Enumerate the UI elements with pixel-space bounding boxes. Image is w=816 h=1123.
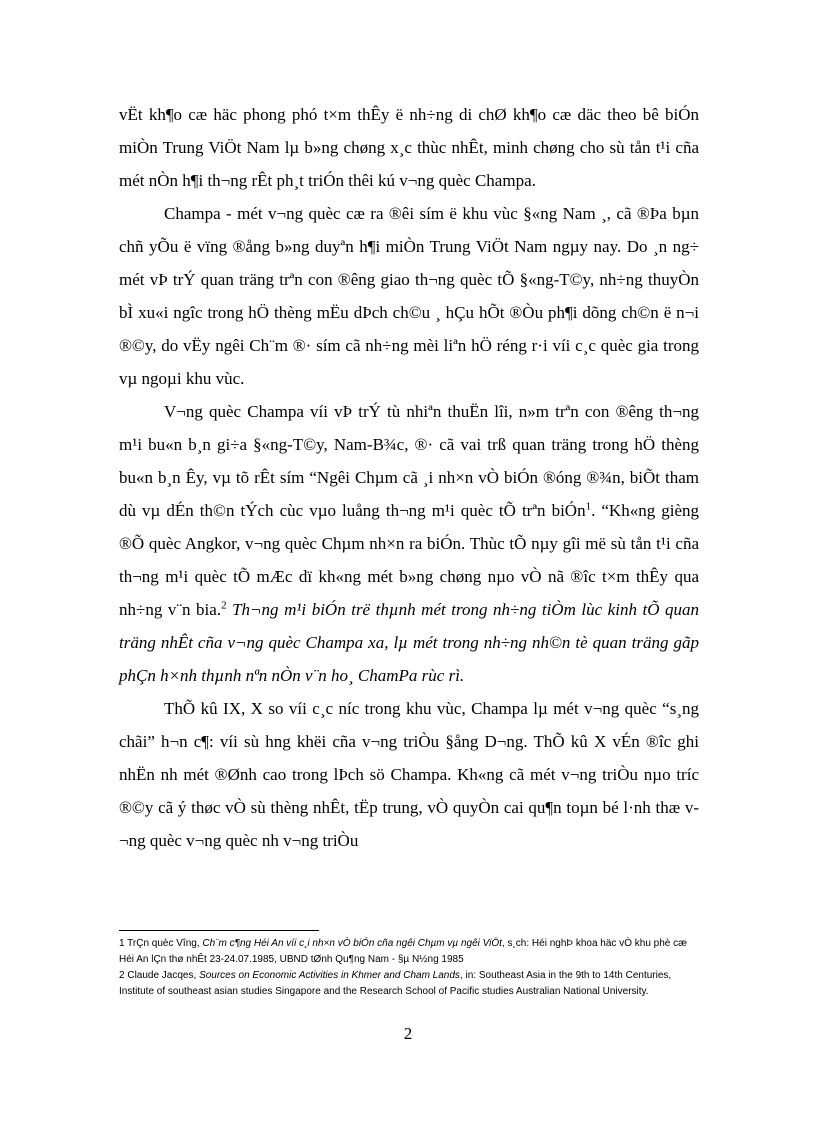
footnote-1-title: Ch¨m c¶ng Héi An víi c¸i nh×n vÒ biÓn cña ngêi Chµm vµ ngêi ViÖt [202, 938, 502, 949]
footnote-1-number: 1 [119, 938, 125, 949]
paragraph-3-text-b: . “Kh«ng gièng ®Õ quèc Angkor, v¬ng quèc Chµm nh×n ra biÓn. Thùc tÕ nµy gîi më sù tån t¹i cña th¬ng m¹i quèc tÕ mÆc dï kh«ng mét b»ng chøng nµo vÒ nã ®îc t×m thÊy qua nh÷ng v¨n bia. [119, 501, 700, 619]
paragraph-4-text: ThÕ kû IX, X so víi c¸c níc trong khu vùc, Champa lµ mét v¬ng quèc “s¸ng chãi” h¬n c¶: víi sù hng khëi cña v¬ng triÒu §ång D¬ng. ThÕ kû X vÉn ®îc ghi nhËn nh mét ®Ønh cao trong lÞch sö Champa. Kh«ng cã mét v¬ng triÒu nµo tríc ®©y cã ý thøc vÒ sù thèng nhÊt, tËp trung, vÒ quyÒn cai qu¶n toµn bé l·nh thæ v¬ng quèc v¬ng quèc nh v¬ng triÒu [119, 699, 699, 850]
paragraph-3-text-c: Th¬ng m¹i biÓn trë thµnh mét trong nh÷ng tiÒm lùc kinh tÕ quan träng nhÊt cña v¬ng quèc Champa xa, lµ mét trong nh÷ng nh©n tè quan träng gãp phÇn h×nh thµnh nªn nÒn v¨n ho¸ ChamPa rùc rì. [119, 600, 700, 685]
paragraph-1 [119, 98, 699, 197]
footnote-ref-1[interactable]: 1 [585, 500, 592, 513]
paragraph-3 [119, 395, 699, 692]
footnote-2-details: , in: Southeast Asia in the 9th to 14th Centuries, Institute of southeast asian studies Singapore and the Research School of Pacific studies Australian National University. [119, 970, 672, 997]
paragraph-1-text: vËt kh¶o cæ häc phong phó t×m thÊy ë nh÷ng di chØ kh¶o cæ däc theo bê biÓn miÒn Trung ViÖt Nam lµ b»ng chøng x¸c thùc nhÊt, minh chøng cho sù tån t¹i cña mét nÒn h¶i th¬ng rÊt ph¸t triÓn thêi kú v¬ng quèc Champa. [119, 105, 699, 190]
footnote-divider [119, 930, 319, 931]
footnotes [119, 936, 699, 1000]
footnote-2-number: 2 [119, 970, 125, 981]
paragraph-3-text-a: V¬ng quèc Champa víi vÞ trÝ tù nhiªn thuËn lîi, n»m trªn con ®êng th¬ng m¹i bu«n b¸n gi÷a §«ng-T©y, Nam-B¾c, ®· cã vai trß quan träng trong hÖ thèng bu«n b¸n Êy, vµ tõ rÊt sím “Ngêi Chµm cã ¸i nh×n vÒ biÓn ®óng ®¾n, biÕt tham dù vµ dÉn th©n tÝch cùc vµo luång th¬ng m¹i quèc tÕ trªn biÓn [119, 402, 699, 520]
paragraph-2 [119, 197, 699, 395]
footnote-1 [119, 936, 699, 968]
footnote-1-details: , s¸ch: Héi nghÞ khoa häc vÒ khu phè cæ Héi An lÇn thø nhÊt 23-24.07.1985, UBND tØnh Qu¶ng Nam - §µ N½ng 1985 [119, 938, 688, 965]
paragraph-2-text: Champa - mét v¬ng quèc cæ ra ®êi sím ë khu vùc §«ng Nam ¸, cã ®Þa bµn chñ yÕu ë vïng ®ång b»ng duyªn h¶i miÒn Trung ViÖt Nam ngµy nay. Do ¸n ng÷ mét vÞ trÝ quan träng trªn con ®êng giao th¬ng quèc tÕ §«ng-T©y, nh÷ng thuyÒn bÌ xu«i ngîc trong hÖ thèng mËu dÞch ch©u ¸ hÇu hÕt ®Òu ph¶i dõng ch©n ë n¬i ®©y, do vËy ngêi Ch¨m ®· sím cã nh÷ng mèi liªn hÖ réng r·i víi c¸c quèc gia trong vµ ngoµi khu vùc. [119, 204, 699, 388]
paragraph-4 [119, 692, 699, 857]
footnote-2-author: Claude Jacqes, [124, 970, 200, 981]
footnote-2-title: Sources on Economic Activities in Khmer and Cham Lands [199, 970, 460, 981]
footnote-2 [119, 968, 699, 1000]
footnote-1-author: TrÇn quèc Vîng, [124, 938, 203, 949]
page-number: 2 [403, 1024, 413, 1043]
footnote-ref-2[interactable]: 2 [221, 599, 227, 612]
body-text [119, 98, 699, 857]
